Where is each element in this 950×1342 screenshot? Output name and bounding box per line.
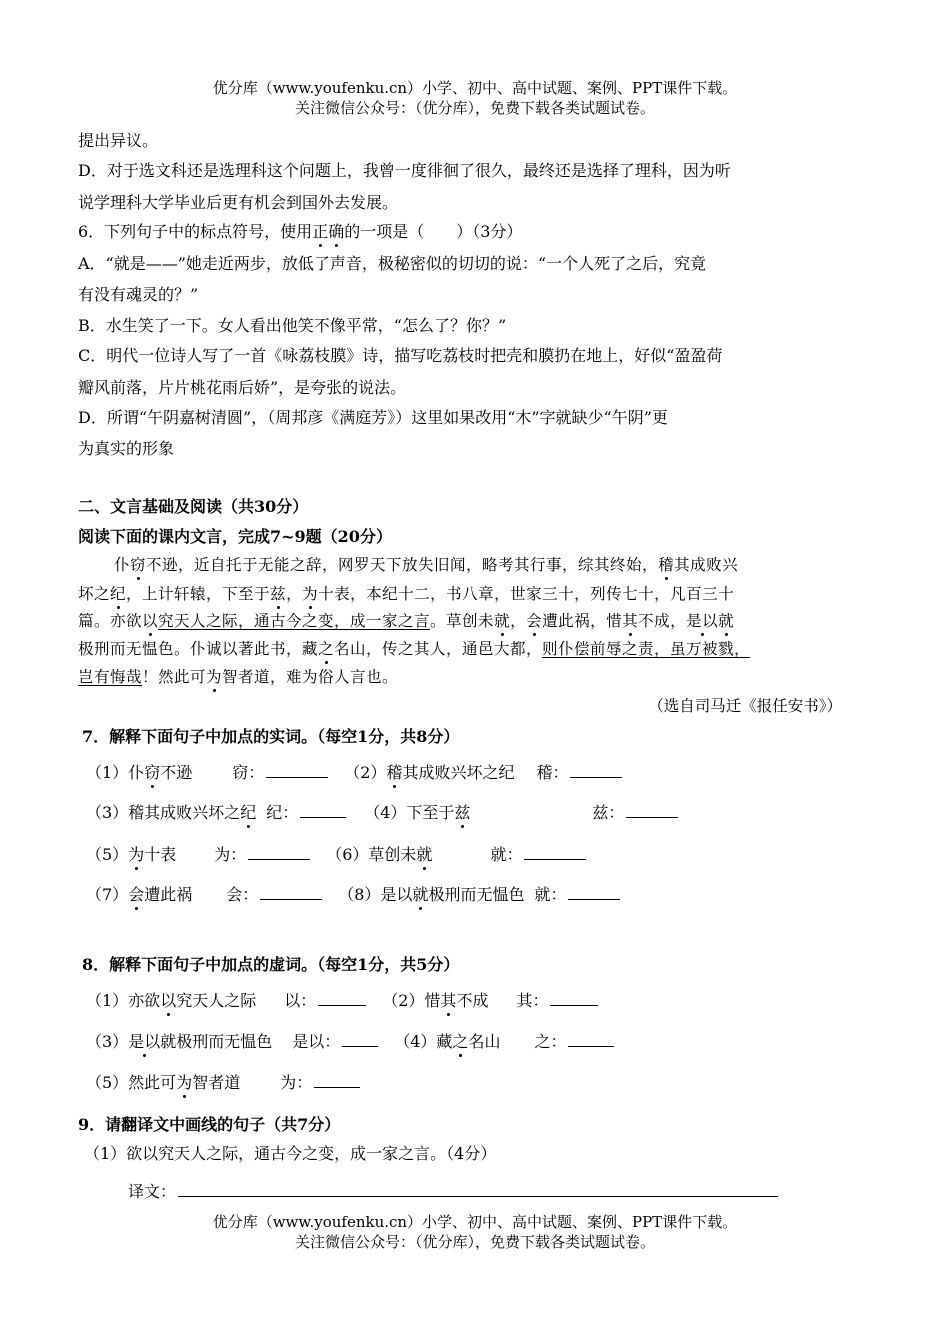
dotted-char: 确 — [328, 222, 345, 241]
text-segment: 6．下列句子中的标点符号，使用 — [78, 222, 313, 241]
text-segment: （3）稽其成败兴坏之 — [86, 803, 241, 822]
text-segment: （5） — [86, 845, 129, 864]
q8-row-1 — [86, 988, 598, 1011]
translation-line — [128, 1179, 778, 1202]
answer-blank[interactable] — [626, 801, 678, 818]
dotted-char: 是以 — [128, 1032, 161, 1051]
dotted-char: 会 — [526, 612, 543, 630]
dotted-char: 就 — [718, 612, 735, 630]
underlined-sentence-1: 究天人之际，通古今之变，成一家之言 — [158, 612, 431, 630]
answer-blank[interactable] — [318, 989, 366, 1006]
text-segment: （2） — [344, 763, 387, 782]
text-segment: 极刑而无愠色。仆诚以著此书，藏 — [78, 640, 319, 658]
question-9-title: 9．请翻译文中画线的句子（共7分） — [78, 1115, 341, 1134]
dotted-char: 为 — [128, 845, 145, 864]
text-segment: ， — [510, 612, 527, 630]
text-segment: 不成 — [456, 991, 489, 1010]
text-segment: 篇。亦欲 — [78, 612, 143, 630]
text-segment: 就： — [534, 885, 567, 904]
footer-line-1: 优分库（www.youfenku.cn）小学、初中、高中试题、案例、PPT课件下载。 — [212, 1213, 738, 1231]
header-line-2: 关注微信公众号：（优分库），免费下载各类试题试卷。 — [294, 99, 655, 117]
text-segment: 究天人之际 — [176, 991, 257, 1010]
dotted-char: 纪 — [240, 803, 257, 822]
option-d2-line-2: 为真实的形象 — [78, 439, 175, 458]
q7-row-1 — [86, 760, 622, 783]
text-segment: 会： — [226, 885, 259, 904]
question-6-stem — [78, 219, 522, 242]
text-segment: 名山，传之其人，通邑大都， — [334, 640, 543, 658]
text-segment: 为： — [214, 845, 247, 864]
text-segment: 就极刑而无愠色 — [160, 1032, 273, 1051]
text-segment: ！然此可 — [142, 668, 207, 686]
text-segment: （4）下至于 — [364, 803, 455, 822]
text-segment: 。草创未 — [430, 612, 495, 630]
passage-line-5 — [78, 665, 398, 687]
q7-row-4 — [86, 882, 620, 905]
option-d2-line-1: D．所谓“午阴嘉树清圆”，（周邦彦《满庭芳》）这里如果改用“木”字就缺少“午阴”更 — [78, 408, 668, 427]
passage-line-4 — [78, 637, 750, 659]
dotted-char: 之 — [452, 1032, 469, 1051]
dotted-char: 窃 — [144, 763, 161, 782]
text-segment: 就： — [490, 845, 523, 864]
reading-instruction: 阅读下面的课内文言，完成7~9题（20分） — [78, 527, 392, 546]
dotted-char: 为 — [302, 585, 319, 603]
passage-source: （选自司马迁《报任安书》） — [648, 697, 842, 715]
dotted-char: 就 — [412, 885, 429, 904]
text-segment: 以： — [284, 991, 317, 1010]
dotted-char: 兹 — [270, 585, 287, 603]
text-segment: 十表 — [144, 845, 177, 864]
text-segment: 的一项是（ ）（3分） — [344, 222, 523, 241]
dotted-char: 以 — [142, 612, 159, 630]
dotted-char: 就 — [416, 845, 433, 864]
footer-line-2: 关注微信公众号：（优分库），免费下载各类试题试卷。 — [294, 1233, 655, 1251]
passage-line-2 — [78, 582, 734, 604]
translation-input[interactable] — [178, 1180, 778, 1197]
text-segment: 坏之 — [78, 585, 111, 603]
text-segment: 仆 — [114, 556, 131, 574]
dotted-char: 纪 — [110, 585, 127, 603]
dotted-char: 稽 — [658, 556, 675, 574]
text-segment: 不逊，近自托于无能之辞，网罗天下放失旧闻，略考其行事，综其终始， — [146, 556, 659, 574]
dotted-char: 窃 — [130, 556, 147, 574]
text-segment: （3） — [86, 1032, 129, 1051]
answer-blank[interactable] — [568, 883, 620, 900]
option-a-line-2: 有没有魂灵的？” — [78, 285, 199, 304]
text-segment: 之： — [534, 1032, 567, 1051]
q9-sentence-1: （1）欲以究天人之际，通古今之变，成一家之言。（4分） — [84, 1144, 497, 1163]
text-segment: （8）是以 — [338, 885, 413, 904]
option-a-line-1: A．“就是——”她走近两步，放低了声音，极秘密似的切切的说：“一个人死了之后，究竟 — [78, 254, 707, 273]
section-2-title: 二、文言基础及阅读（共30分） — [78, 497, 309, 516]
text-segment: 译文： — [128, 1182, 177, 1201]
q8-row-3 — [86, 1070, 360, 1093]
answer-blank[interactable] — [248, 843, 310, 860]
option-d-line-1: D．对于选文科还是选理科这个问题上，我曾一度徘徊了很久，最终还是选择了理科，因为听 — [78, 161, 731, 180]
text-segment: 遭此祸，惜 — [542, 612, 623, 630]
page-header — [0, 78, 950, 118]
text-segment: 为： — [280, 1073, 313, 1092]
text-segment: 智者道 — [192, 1073, 241, 1092]
option-c-line-2: 瓣风前落，片片桃花雨后娇”，是夸张的说法。 — [78, 378, 407, 397]
option-c-end: 提出异议。 — [78, 131, 159, 150]
underlined-sentence-2-end: 岂有悔哉 — [78, 668, 143, 686]
text-segment: 稽： — [536, 763, 569, 782]
text-segment: （2）惜 — [382, 991, 441, 1010]
text-segment: （4）藏 — [394, 1032, 453, 1051]
text-segment: 名山 — [468, 1032, 501, 1051]
dotted-char: 稽 — [386, 763, 403, 782]
text-segment: ，上计轩辕，下至于 — [126, 585, 271, 603]
text-segment: 不逊 — [160, 763, 193, 782]
text-segment: ， — [286, 585, 303, 603]
q7-row-2 — [86, 800, 678, 823]
answer-blank[interactable] — [266, 761, 328, 778]
text-segment: 十表，本纪十二，书八章，世家三十，列传七十，凡百三十 — [318, 585, 735, 603]
dotted-char: 为 — [206, 668, 223, 686]
option-c-line-1: C．明代一位诗人写了一首《咏荔枝膜》诗，描写吃荔枝时把壳和膜扔在地上，好似“盈盈荷 — [78, 346, 723, 365]
text-segment: 是以： — [292, 1032, 341, 1051]
q8-row-2 — [86, 1029, 614, 1052]
text-segment: （5）然此可 — [86, 1073, 177, 1092]
text-segment: （6）草创未 — [326, 845, 417, 864]
dotted-char: 其 — [622, 612, 639, 630]
dotted-char: 之 — [318, 640, 335, 658]
text-segment: 智者道，难为俗人言也。 — [222, 668, 399, 686]
text-segment: 纪： — [266, 803, 299, 822]
question-7-title: 7．解释下面句子中加点的实词。（每空1分，共8分） — [82, 727, 460, 746]
text-segment: 遭此祸 — [144, 885, 193, 904]
text-segment: （1）亦欲 — [86, 991, 161, 1010]
header-line-1: 优分库（www.youfenku.cn）小学、初中、高中试题、案例、PPT课件下载。 — [212, 79, 738, 97]
text-segment: 兹： — [592, 803, 625, 822]
answer-blank[interactable] — [300, 801, 346, 818]
option-b: B．水生笑了一下。女人看出他笑不像平常，“怎么了？你？” — [78, 316, 507, 335]
dotted-char: 其 — [440, 991, 457, 1010]
answer-blank[interactable] — [314, 1071, 360, 1088]
passage-line-3 — [78, 609, 734, 631]
answer-blank[interactable] — [260, 883, 322, 900]
page-footer — [0, 1212, 950, 1252]
text-segment: 其： — [516, 991, 549, 1010]
passage-line-1 — [114, 553, 738, 575]
answer-blank[interactable] — [524, 843, 586, 860]
text-segment: 不成， — [638, 612, 687, 630]
underlined-sentence-2: 则仆偿前辱之责，虽万被戮， — [542, 640, 751, 658]
answer-blank[interactable] — [568, 1030, 614, 1047]
text-segment: 其成败兴坏之纪 — [402, 763, 515, 782]
dotted-char: 为 — [176, 1073, 193, 1092]
dotted-char: 会 — [128, 885, 145, 904]
text-segment: 窃： — [232, 763, 265, 782]
text-segment: （7） — [86, 885, 129, 904]
dotted-char: 以 — [160, 991, 177, 1010]
dotted-char: 就 — [494, 612, 511, 630]
text-segment: 其成败兴 — [674, 556, 739, 574]
question-8-title: 8．解释下面句子中加点的虚词。（每空1分，共5分） — [82, 955, 460, 974]
dotted-char: 兹 — [454, 803, 471, 822]
answer-blank[interactable] — [550, 989, 598, 1006]
dotted-char: 是以 — [686, 612, 719, 630]
text-segment: （1）仆 — [86, 763, 145, 782]
dotted-char: 正 — [312, 222, 329, 241]
q7-row-3 — [86, 842, 586, 865]
answer-blank[interactable] — [342, 1030, 378, 1047]
option-d-line-2: 说学理科大学毕业后更有机会到国外去发展。 — [78, 193, 399, 212]
answer-blank[interactable] — [570, 761, 622, 778]
text-segment: 极刑而无愠色 — [428, 885, 525, 904]
